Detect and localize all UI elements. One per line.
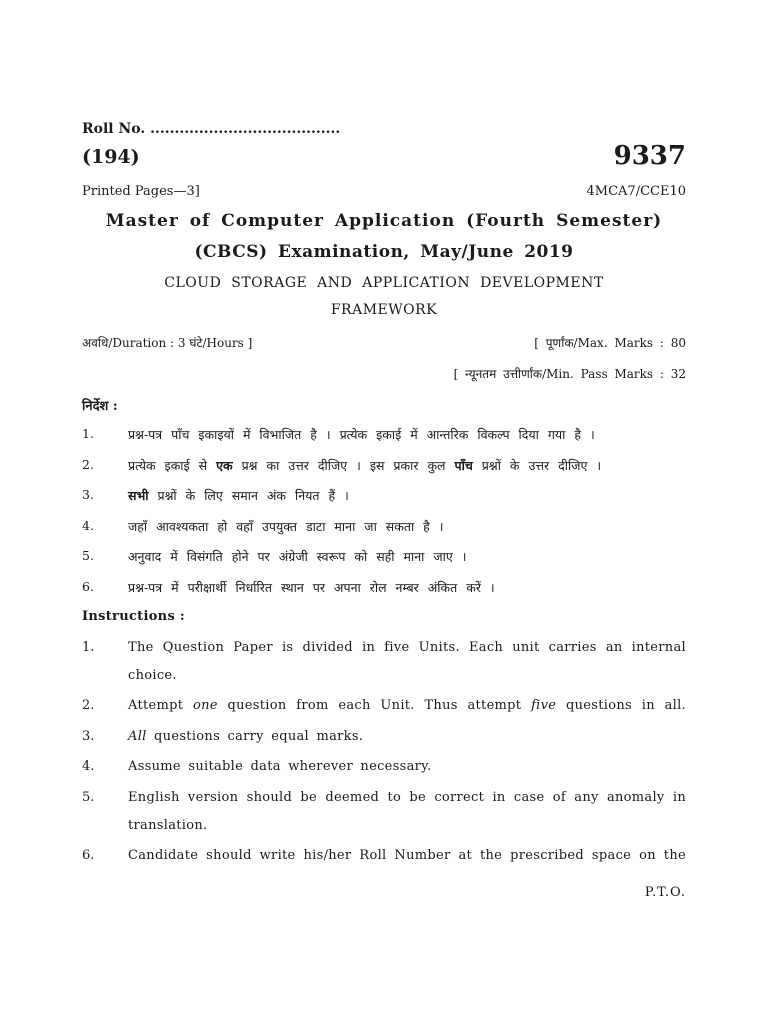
item-text: सभी प्रश्नों के लिए समान अंक नियत हैं । [128, 488, 349, 503]
exam-paper-page [82, 0, 686, 1024]
item-number: 1. [82, 426, 94, 441]
item-text: जहाँ आवश्यकता हो वहाँ उपयुक्त डाटा माना जा सकता है । [128, 519, 444, 534]
item-text: English version should be deemed to be correct in case of any anomaly in translation. [128, 790, 686, 833]
english-instructions-heading: Instructions : [82, 609, 185, 624]
item-number: 6. [82, 579, 94, 594]
item-number: 1. [82, 640, 95, 655]
item-number: 4. [82, 518, 94, 533]
item-number: 5. [82, 790, 95, 805]
course-code: 4MCA7/CCE10 [586, 184, 686, 199]
item-number: 2. [82, 457, 94, 472]
roll-number-line: Roll No. ....................................... [82, 121, 341, 137]
item-number: 5. [82, 548, 94, 563]
paper-number: 9337 [613, 141, 686, 171]
item-number: 6. [82, 848, 95, 863]
item-number: 3. [82, 729, 95, 744]
item-number: 2. [82, 698, 95, 713]
subject-title-line2: FRAMEWORK [330, 302, 438, 318]
item-text: Attempt one question from each Unit. Thus attempt five questions in all. [128, 698, 686, 713]
item-text: Candidate should write his/her Roll Number at the prescribed space on the [128, 848, 686, 863]
item-text: अनुवाद में विसंगति होने पर अंग्रेजी स्वरूप को सही माना जाए । [128, 549, 467, 564]
item-text: The Question Paper is divided in five Units. Each unit carries an internal choice. [128, 640, 686, 683]
pto-marker: P.T.O. [644, 885, 686, 900]
item-number: 4. [82, 759, 95, 774]
item-text: प्रश्न-पत्र में परीक्षार्थी निर्धारित स्थान पर अपना रोल नम्बर अंकित करें । [128, 580, 495, 595]
duration: अवधि/Duration : 3 घंटे/Hours ] [82, 336, 253, 350]
exam-title-line1: Master of Computer Application (Fourth Semester) [105, 211, 663, 231]
exam-title-line2: (CBCS) Examination, May/June 2019 [194, 242, 574, 262]
item-text: प्रत्येक इकाई से एक प्रश्न का उत्तर दीजिए । इस प्रकार कुल पाँच प्रश्नों के उत्तर दीजिए । [128, 458, 602, 473]
hindi-instructions-heading: निर्देश : [82, 399, 118, 414]
item-number: 3. [82, 487, 94, 502]
max-marks: [ पूर्णांक/Max. Marks : 80 [534, 336, 686, 350]
printed-pages: Printed Pages—3] [82, 184, 200, 199]
item-text: All questions carry equal marks. [128, 729, 364, 744]
paper-code: (194) [82, 146, 140, 168]
min-pass-marks: [ न्यूनतम उत्तीर्णांक/Min. Pass Marks : 32 [453, 367, 686, 381]
item-text: प्रश्न-पत्र पाँच इकाइयों में विभाजित है । प्रत्येक इकाई में आन्तरिक विकल्प दिया गया है । [128, 427, 595, 442]
item-text: Assume suitable data wherever necessary. [128, 759, 432, 774]
subject-title-line1: CLOUD STORAGE AND APPLICATION DEVELOPMENT [164, 275, 604, 291]
